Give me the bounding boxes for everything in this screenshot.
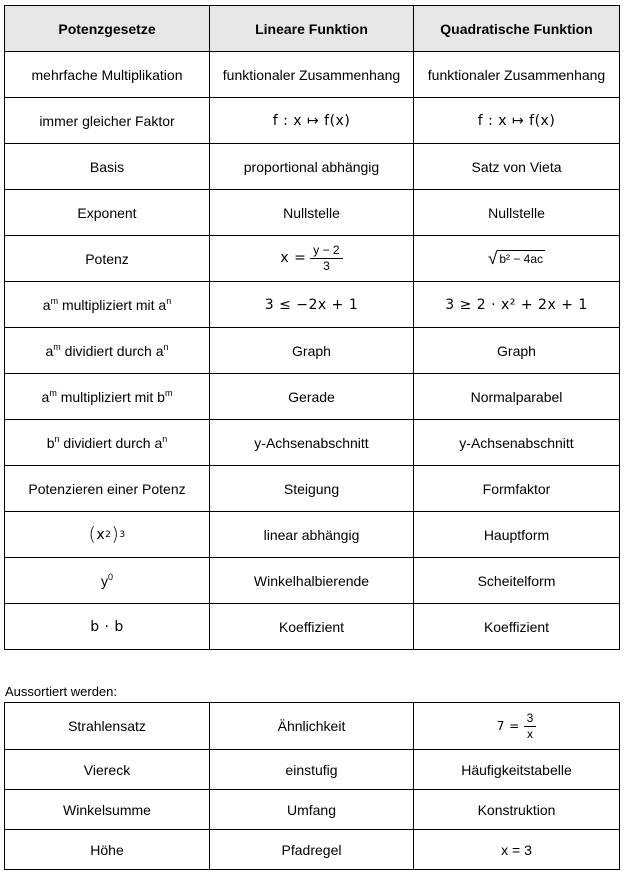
- table-cell: Steigung: [210, 466, 414, 512]
- table-row: [5, 98, 620, 144]
- table-cell: proportional abhängig: [210, 144, 414, 190]
- fraction-denominator: x: [526, 726, 533, 741]
- table-cell: Viereck: [5, 750, 210, 790]
- table-cell: f : x ↦ f(x): [210, 98, 414, 144]
- table-cell: Scheitelform: [414, 558, 620, 604]
- table-row: [5, 374, 620, 420]
- power-of-power: ( x 2 ) 3: [88, 523, 126, 545]
- table-cell: Ähnlichkeit: [210, 703, 414, 750]
- fraction-numerator: y − 2: [310, 243, 342, 259]
- table-cell: Satz von Vieta: [414, 144, 620, 190]
- table-cell: Koeffizient: [414, 604, 620, 650]
- equation-lhs: 7 =: [496, 718, 520, 733]
- table-row: [5, 420, 620, 466]
- table-row: [5, 282, 620, 328]
- table-cell: Höhe: [5, 830, 210, 870]
- table-cell: linear abhängig: [210, 512, 414, 558]
- right-paren-icon: ): [111, 523, 120, 545]
- fraction-numerator: 3: [524, 711, 537, 727]
- sort-caption: Aussortiert werden:: [5, 684, 117, 699]
- table-row: [5, 790, 620, 830]
- table-cell: y-Achsenabschnitt: [210, 420, 414, 466]
- table-cell: 3 ≤ −2x + 1: [210, 282, 414, 328]
- table-cell: Häufigkeitstabelle: [414, 750, 620, 790]
- equation-lhs: x =: [280, 250, 307, 267]
- column-header: Potenzgesetze: [5, 6, 210, 52]
- table-cell: $a^m$ dividiert durch $a^n$: [5, 328, 210, 374]
- table-row: [5, 144, 620, 190]
- table-cell: y-Achsenabschnitt: [414, 420, 620, 466]
- sqrt-cell: [414, 236, 620, 282]
- fraction-denominator: 3: [323, 259, 330, 273]
- table-row: [5, 190, 620, 236]
- table-cell: Winkelsumme: [5, 790, 210, 830]
- table-cell: Umfang: [210, 790, 414, 830]
- table-cell: $a^m$ multipliziert mit $a^n$: [5, 282, 210, 328]
- fraction-cell: [210, 236, 414, 282]
- table-cell: Graph: [210, 328, 414, 374]
- table-row: [5, 512, 620, 558]
- fraction: [310, 243, 342, 274]
- table-row: [5, 328, 620, 374]
- table-cell: Gerade: [210, 374, 414, 420]
- table-row: [5, 236, 620, 282]
- radical-sign-icon: √: [487, 249, 498, 268]
- table-row: [5, 604, 620, 650]
- column-header: Quadratische Funktion: [414, 6, 620, 52]
- table-cell: $b^n$ dividiert durch $a^n$: [5, 420, 210, 466]
- table-cell: Formfaktor: [414, 466, 620, 512]
- table-cell: Koeffizient: [210, 604, 414, 650]
- sorted-out-table: [4, 702, 620, 870]
- fraction-cell: [414, 703, 620, 750]
- table-cell: Exponent: [5, 190, 210, 236]
- table-cell: Winkelhalbierende: [210, 558, 414, 604]
- table-cell: Strahlensatz: [5, 703, 210, 750]
- table-cell: funktionaler Zusammenhang: [414, 52, 620, 98]
- table-row: [5, 703, 620, 750]
- table-cell: immer gleicher Faktor: [5, 98, 210, 144]
- table-cell: Konstruktion: [414, 790, 620, 830]
- table-row: [5, 830, 620, 870]
- main-table: [4, 5, 620, 650]
- table-cell: f : x ↦ f(x): [414, 98, 620, 144]
- table-cell: einstufig: [210, 750, 414, 790]
- table-cell: funktionaler Zusammenhang: [210, 52, 414, 98]
- table-cell: Pfadregel: [210, 830, 414, 870]
- power-cell: [5, 512, 210, 558]
- table-cell: Nullstelle: [210, 190, 414, 236]
- table-cell: b · b: [5, 604, 210, 650]
- table-cell: x = 3: [414, 830, 620, 870]
- table-row: [5, 558, 620, 604]
- table-cell: Normalparabel: [414, 374, 620, 420]
- header-row: [5, 6, 620, 52]
- table-cell: mehrfache Multiplikation: [5, 52, 210, 98]
- table-cell: $a^m$ multipliziert mit $b^m$: [5, 374, 210, 420]
- fraction: [524, 711, 537, 742]
- table-row: [5, 466, 620, 512]
- table-row: [5, 750, 620, 790]
- table-cell: Basis: [5, 144, 210, 190]
- radicand: b² − 4ac: [499, 252, 544, 266]
- column-header: Lineare Funktion: [210, 6, 414, 52]
- table-cell: Graph: [414, 328, 620, 374]
- table-cell: Nullstelle: [414, 190, 620, 236]
- table-row: [5, 52, 620, 98]
- table-cell: Hauptform: [414, 512, 620, 558]
- table-cell: Potenzieren einer Potenz: [5, 466, 210, 512]
- table-cell: $y^0$: [5, 558, 210, 604]
- table-cell: 3 ≥ 2 · x² + 2x + 1: [414, 282, 620, 328]
- square-root: [488, 250, 545, 267]
- left-paren-icon: (: [88, 523, 97, 545]
- table-cell: Potenz: [5, 236, 210, 282]
